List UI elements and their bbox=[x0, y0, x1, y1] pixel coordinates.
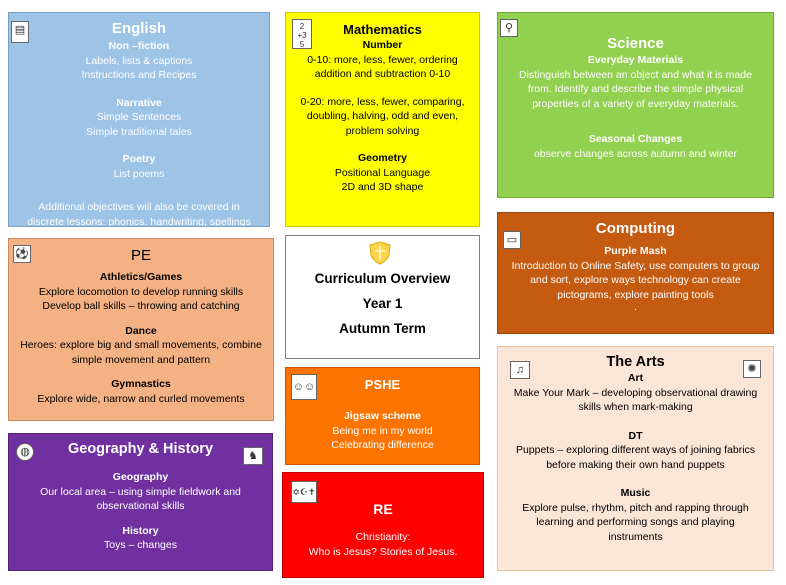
abc-book-icon: ▤ bbox=[11, 21, 29, 43]
faith-symbols-icon: ✡☪✝ bbox=[291, 481, 317, 503]
ball-sport-icon: ⚽ bbox=[13, 245, 31, 263]
computer-icon: ▭ bbox=[503, 231, 521, 249]
overview-year: Year 1 bbox=[362, 296, 403, 311]
arts-line: learning and performing songs and playing bbox=[536, 516, 735, 528]
english-line: Simple Sentences bbox=[96, 111, 182, 123]
english-line: discrete lessons: phonics, handwriting, spellings bbox=[27, 215, 251, 227]
english-line: Labels, lists & captions bbox=[85, 54, 193, 67]
computing-panel bbox=[497, 212, 774, 334]
science-line: observe changes across autumn and winter bbox=[533, 147, 738, 160]
science-title: Science bbox=[607, 35, 664, 52]
mathematics-panel bbox=[285, 12, 480, 227]
arts-line: Make Your Mark – developing observational drawing bbox=[513, 386, 758, 399]
overview-term: Autumn Term bbox=[339, 321, 426, 336]
pe-line: Athletics/Games bbox=[99, 271, 183, 283]
re-panel bbox=[282, 472, 484, 578]
geo-line: History bbox=[122, 524, 159, 537]
science-line: Everyday Materials bbox=[587, 54, 684, 66]
pshe-title: PSHE bbox=[364, 377, 401, 392]
english-panel bbox=[8, 12, 270, 227]
maths-line: 0-10: more, less, fewer, ordering bbox=[307, 53, 458, 66]
maths-line: 2D and 3D shape bbox=[341, 181, 424, 193]
arts-line: Art bbox=[627, 372, 644, 384]
science-line: Distinguish between an object and what it is made bbox=[519, 68, 752, 81]
english-line: Instructions and Recipes bbox=[81, 69, 197, 81]
arts-line: instruments bbox=[608, 530, 663, 543]
pe-panel bbox=[8, 238, 274, 421]
people-icon: ☺☺ bbox=[291, 374, 317, 400]
arts-line: Explore pulse, rhythm, pitch and rapping through bbox=[522, 501, 749, 514]
science-line: from. Identify and describe the simple physical bbox=[527, 83, 744, 95]
english-line: Narrative bbox=[116, 96, 162, 109]
pe-line: Explore wide, narrow and curled movements bbox=[37, 392, 245, 405]
re-title: RE bbox=[373, 501, 393, 517]
science-line: Seasonal Changes bbox=[588, 133, 683, 145]
computing-line: pictograms, explore painting tools bbox=[557, 288, 714, 301]
pe-line: Heroes: explore big and small movements, combine bbox=[20, 339, 262, 351]
pshe-panel bbox=[285, 367, 480, 465]
pe-title: PE bbox=[130, 247, 151, 264]
maths-line: doubling, halving, odd and even, bbox=[306, 110, 459, 122]
arts-title: The Arts bbox=[606, 354, 665, 370]
computing-line: . bbox=[634, 301, 637, 313]
science-line: properties of a variety of everyday materials. bbox=[532, 97, 739, 110]
pe-line: Explore locomotion to develop running skills bbox=[38, 285, 244, 298]
geo-line: Geography bbox=[112, 471, 169, 483]
pshe-line: Celebrating difference bbox=[331, 439, 434, 451]
english-line: Simple traditional tales bbox=[86, 125, 192, 138]
maths-title: Mathematics bbox=[343, 22, 422, 37]
pshe-line: Being me in my world bbox=[332, 424, 433, 437]
arts-line: Puppets – exploring different ways of joining fabrics bbox=[515, 444, 756, 456]
pe-line: simple movement and pattern bbox=[71, 353, 211, 366]
re-line: Who is Jesus? Stories of Jesus. bbox=[308, 545, 458, 558]
maths-line: Positional Language bbox=[334, 166, 431, 179]
english-line: Additional objectives will also be covered in bbox=[38, 201, 240, 213]
english-line: List poems bbox=[113, 167, 165, 180]
english-line: Non –fiction bbox=[108, 40, 170, 52]
maths-line: addition and subtraction 0-10 bbox=[314, 68, 451, 80]
overview-title: Curriculum Overview bbox=[314, 271, 451, 286]
pe-line: Develop ball skills – throwing and catching bbox=[42, 300, 240, 312]
arts-line: before making their own hand puppets bbox=[546, 458, 725, 471]
pe-line: Gymnastics bbox=[111, 378, 171, 390]
arts-line: skills when mark-making bbox=[578, 401, 693, 413]
maths-line: 0-20: more, less, fewer, comparing, bbox=[300, 95, 465, 108]
music-notes-icon: ♫ bbox=[510, 361, 530, 379]
science-panel bbox=[497, 12, 774, 198]
geo-title: Geography & History bbox=[67, 441, 214, 457]
pshe-line: Jigsaw scheme bbox=[343, 410, 422, 422]
magnifier-icon: ⚲ bbox=[500, 19, 518, 37]
english-line: Poetry bbox=[122, 153, 156, 165]
shield-crest-icon bbox=[367, 240, 393, 266]
toys-icon: ♞ bbox=[243, 447, 263, 465]
geo-line: Toys – changes bbox=[104, 539, 177, 551]
dancer-icon: ✺ bbox=[743, 360, 761, 378]
computing-line: and sort, explore ways technology can create bbox=[530, 274, 741, 286]
pe-line: Dance bbox=[125, 324, 157, 337]
maths-line: problem solving bbox=[345, 124, 420, 137]
arts-line: Music bbox=[620, 487, 651, 499]
globe-icon: ◍ bbox=[16, 443, 34, 461]
geo-line: Our local area – using simple fieldwork and bbox=[40, 485, 241, 498]
geography-history-panel bbox=[8, 433, 273, 571]
curriculum-overview-panel bbox=[285, 235, 480, 359]
english-title: English bbox=[111, 20, 167, 37]
computing-line: Purple Mash bbox=[604, 245, 667, 257]
calculator-sum-icon: 2 +3 5 bbox=[292, 19, 312, 49]
computing-title: Computing bbox=[595, 220, 676, 237]
computing-line: Introduction to Online Safety, use computers to group bbox=[511, 259, 760, 272]
maths-line: Number bbox=[362, 39, 403, 51]
geo-line: observational skills bbox=[96, 500, 185, 512]
maths-line: Geometry bbox=[357, 152, 408, 164]
arts-line: DT bbox=[628, 429, 643, 442]
re-line: Christianity: bbox=[355, 531, 411, 543]
the-arts-panel bbox=[497, 346, 774, 571]
